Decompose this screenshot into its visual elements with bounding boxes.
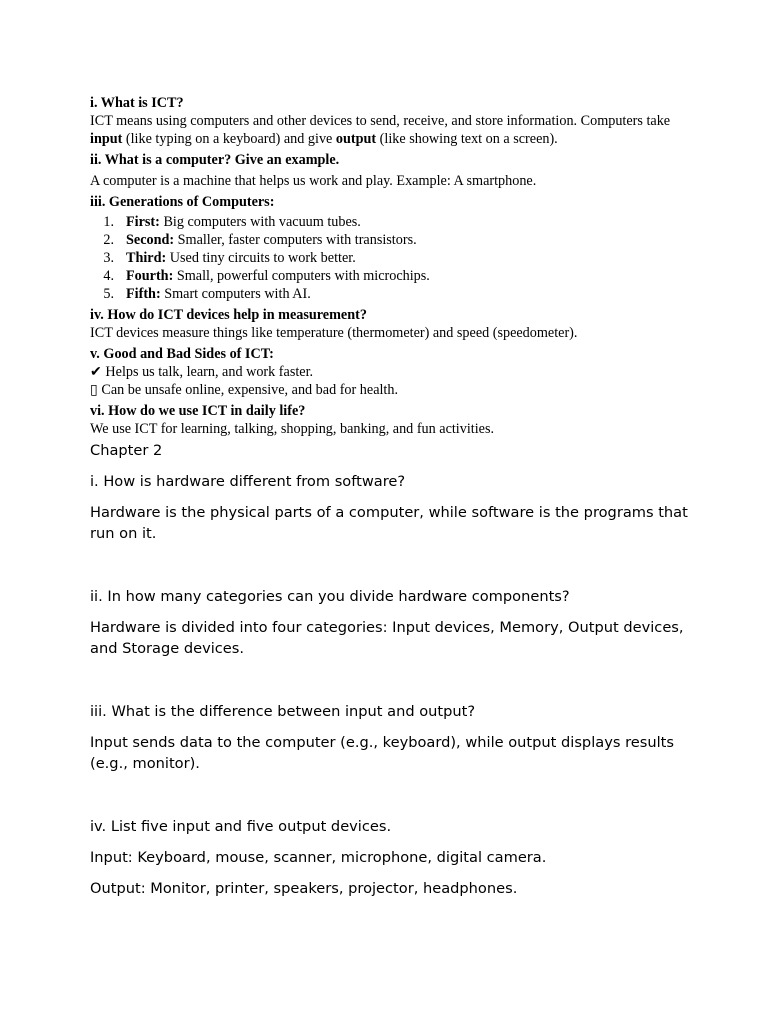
question-hardware-categories: ii. In how many categories can you divide hardware components? — [90, 588, 570, 605]
question-daily-life: vi. How do we use ICT in daily life? — [90, 403, 306, 419]
good-side-item: ✔ Helps us talk, learn, and work faster. — [90, 364, 314, 380]
chapter-1-section — [90, 94, 690, 438]
question-measurement: iv. How do ICT devices help in measurement? — [90, 307, 367, 323]
chapter-2-section — [90, 440, 690, 899]
list-item: 3. Third: Used tiny circuits to work better. — [103, 250, 356, 266]
answer-input-devices: Input: Keyboard, mouse, scanner, microphone, digital camera. — [90, 849, 547, 866]
good-bad-list — [90, 363, 690, 399]
question-hardware-vs-software: i. How is hardware different from software? — [90, 473, 406, 490]
list-item: 4. Fourth: Small, powerful computers with microchips. — [103, 268, 430, 284]
bold-output: output — [335, 131, 377, 147]
list-item: 5. Fifth: Smart computers with AI. — [103, 286, 311, 302]
document-page — [90, 94, 690, 899]
bad-side-item: ▯ Can be unsafe online, expensive, and bad for health. — [90, 382, 399, 398]
generations-list — [90, 213, 690, 303]
answer-output-devices: Output: Monitor, printer, speakers, projector, headphones. — [90, 880, 518, 897]
answer-input-vs-output: Input sends data to the computer (e.g., keyboard), while output displays results (e.g., monitor). — [90, 734, 674, 772]
list-item: 2. Second: Smaller, faster computers with transistors. — [103, 232, 417, 248]
list-item: 1. First: Big computers with vacuum tubes. — [103, 214, 361, 230]
question-good-bad-sides: v. Good and Bad Sides of ICT: — [90, 346, 274, 362]
question-what-is-ict: i. What is ICT? — [90, 95, 184, 111]
bold-input: input — [90, 131, 123, 147]
answer-measurement: ICT devices measure things like temperature (thermometer) and speed (speedometer). — [90, 325, 578, 341]
question-generations: iii. Generations of Computers: — [90, 194, 275, 210]
answer-hardware-vs-software: Hardware is the physical parts of a computer, while software is the programs that run on it. — [90, 504, 688, 542]
answer-what-is-computer: A computer is a machine that helps us work and play. Example: A smartphone. — [90, 173, 537, 189]
answer-hardware-categories: Hardware is divided into four categories: Input devices, Memory, Output devices, and Storage devices. — [90, 619, 684, 657]
chapter-heading: Chapter 2 — [90, 442, 163, 459]
question-list-devices: iv. List five input and five output devices. — [90, 818, 392, 835]
answer-what-is-ict: ICT means using computers and other devices to send, receive, and store information. Computers take input (like typing on a keyboard) and give output (like showing text on a screen). — [90, 113, 671, 147]
question-what-is-computer: ii. What is a computer? Give an example. — [90, 152, 340, 168]
question-input-vs-output: iii. What is the difference between input and output? — [90, 703, 476, 720]
answer-daily-life: We use ICT for learning, talking, shopping, banking, and fun activities. — [90, 421, 495, 437]
